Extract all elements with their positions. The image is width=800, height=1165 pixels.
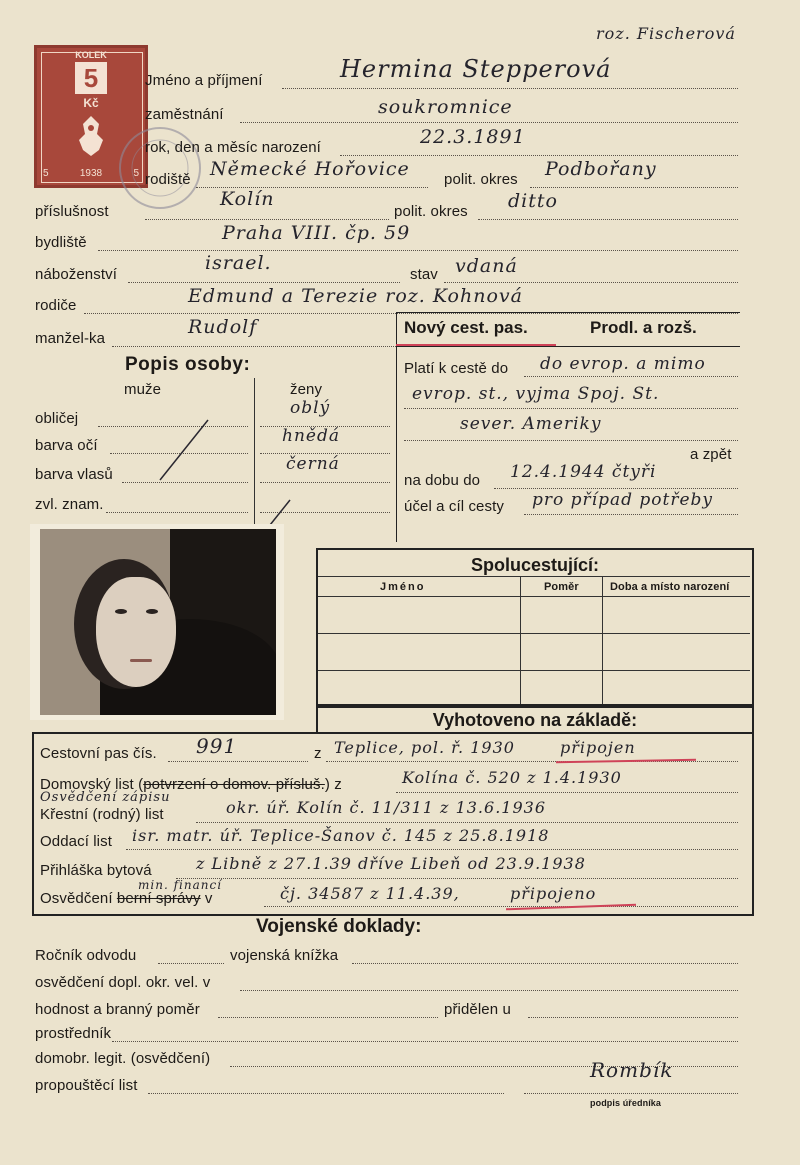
label-occupation: zaměstnání	[145, 106, 224, 123]
label-eye-color: barva očí	[35, 437, 98, 454]
label-marks: zvl. znam.	[35, 496, 104, 513]
label-district-1: polit. okres	[444, 171, 518, 188]
label-draft-year: Ročník odvodu	[35, 947, 137, 964]
label-domicile-b: ) z	[324, 776, 342, 793]
value-period: 12.4.1944 čtyři	[510, 462, 657, 482]
value-religion: israel.	[205, 252, 272, 274]
value-residence: Praha VIII. čp. 59	[222, 222, 411, 244]
label-and-back: a zpět	[690, 446, 732, 463]
stamp-year: 1938	[79, 168, 103, 179]
value-spouse: Rudolf	[188, 316, 258, 338]
signature: Rombík	[590, 1058, 674, 1082]
value-birth-date: 22.3.1891	[420, 126, 526, 148]
person-description-title: Popis osoby:	[125, 354, 251, 375]
value-birth-cert: okr. úř. Kolín č. 11/311 z 13.6.1936	[226, 798, 546, 817]
value-marriage-cert: isr. matr. úř. Teplice-Šanov č. 145 z 25.8.1918	[132, 826, 550, 845]
label-supplementary: osvědčení dopl. okr. vel. v	[35, 974, 211, 991]
value-face: oblý	[290, 398, 331, 418]
col-birth: Doba a místo narození	[610, 581, 730, 593]
signature-label: podpis úředníka	[590, 1098, 662, 1108]
value-parents: Edmund a Terezie roz. Kohnová	[188, 285, 523, 307]
col-relation: Poměr	[544, 581, 579, 593]
label-citizenship: příslušnost	[35, 203, 109, 220]
label-face: obličej	[35, 410, 79, 427]
label-period: na dobu do	[404, 472, 481, 489]
label-purpose: účel a cíl cesty	[404, 498, 504, 515]
label-legit: domobr. legit. (osvědčení)	[35, 1050, 211, 1067]
label-female: ženy	[290, 381, 323, 398]
value-valid-for-1: do evrop. a mimo	[540, 354, 706, 374]
military-title: Vojenské doklady:	[256, 916, 422, 937]
value-residence-reg: z Libně z 27.1.39 dříve Libeň od 23.9.1938	[196, 854, 586, 873]
stamp-corner-left: 5	[43, 168, 49, 179]
label-passport-from: z	[314, 745, 322, 762]
label-rank: hodnost a branný poměr	[35, 1001, 200, 1018]
label-residence-reg: Přihláška bytová	[40, 862, 152, 879]
stamp-unit: Kč	[83, 96, 99, 110]
lion-emblem-icon	[71, 112, 111, 160]
stamp-value: 5	[75, 62, 107, 94]
maiden-name-note: roz. Fischerová	[596, 24, 736, 43]
value-birthplace: Německé Hořovice	[210, 158, 410, 180]
label-birth-cert: Křestní (rodný) list	[40, 806, 164, 823]
value-district-2: ditto	[508, 190, 558, 212]
label-male: muže	[124, 381, 162, 398]
label-hair-color: barva vlasů	[35, 466, 113, 483]
note-attached-2: připojeno	[510, 884, 597, 903]
note-attached-1: připojen	[560, 738, 636, 757]
value-purpose: pro případ potřeby	[532, 490, 714, 510]
label-parents: rodiče	[35, 297, 77, 314]
label-certificate-struck: berní správy	[116, 890, 201, 907]
stamp-kolek-text: KOLEK	[75, 50, 107, 60]
label-name: Jméno a příjmení	[145, 72, 263, 89]
value-name: Hermina Stepperová	[340, 55, 612, 83]
value-district-1: Podbořany	[545, 158, 657, 180]
label-spouse: manžel-ka	[35, 330, 106, 347]
label-military-book: vojenská knížka	[230, 947, 339, 964]
label-residence: bydliště	[35, 234, 87, 251]
value-eye-color: hnědá	[282, 426, 340, 446]
renewal-label: Prodl. a rozš.	[590, 318, 697, 337]
value-citizenship: Kolín	[220, 188, 275, 210]
value-occupation: soukromnice	[378, 96, 513, 118]
strike-marks	[120, 400, 420, 530]
label-domicile-struck: potvrzení o domov. přísluš.	[143, 776, 325, 793]
value-valid-for-2: evrop. st., vyjma Spoj. St.	[412, 384, 660, 404]
label-intermediary: prostředník	[35, 1025, 112, 1042]
value-marital-status: vdaná	[455, 255, 518, 277]
label-birthplace: rodiště	[145, 171, 191, 188]
new-passport-label: Nový cest. pas.	[404, 318, 528, 337]
postmark-icon	[110, 120, 210, 220]
value-domicile: Kolína č. 520 z 1.4.1930	[402, 768, 622, 787]
label-district-2: polit. okres	[394, 203, 468, 220]
issued-basis-title: Vyhotoveno na základě:	[432, 710, 638, 730]
certificate-overwrite: min. financí	[138, 878, 223, 892]
value-certificate: čj. 34587 z 11.4.39,	[280, 884, 460, 903]
label-certificate-a: Osvědčení	[40, 890, 113, 907]
label-religion: náboženství	[35, 266, 117, 283]
label-marriage-cert: Oddací list	[40, 833, 112, 850]
label-discharge: propouštěcí list	[35, 1077, 138, 1094]
col-name: Jméno	[380, 581, 426, 593]
label-marital-status: stav	[410, 266, 438, 283]
label-certificate-b: v	[204, 890, 213, 907]
birth-cert-overwrite: Osvědčení zápisu	[40, 790, 171, 805]
label-assigned: přidělen u	[444, 1001, 511, 1018]
label-birth-date: rok, den a měsíc narození	[145, 139, 321, 156]
portrait-photo	[30, 524, 284, 720]
value-valid-for-3: sever. Ameriky	[460, 414, 602, 434]
fellow-travellers-title: Spolucestující:	[470, 555, 600, 575]
value-hair-color: černá	[286, 454, 340, 474]
stamp-corner-right: 5	[133, 168, 139, 179]
label-passport-no: Cestovní pas čís.	[40, 745, 157, 762]
value-passport-no: 991	[196, 734, 238, 758]
label-domicile-a: Domovský list (	[40, 776, 144, 793]
label-valid-for: Platí k cestě do	[404, 360, 509, 377]
value-passport-from: Teplice, pol. ř. 1930	[334, 738, 515, 757]
label-certificate	[40, 890, 213, 907]
